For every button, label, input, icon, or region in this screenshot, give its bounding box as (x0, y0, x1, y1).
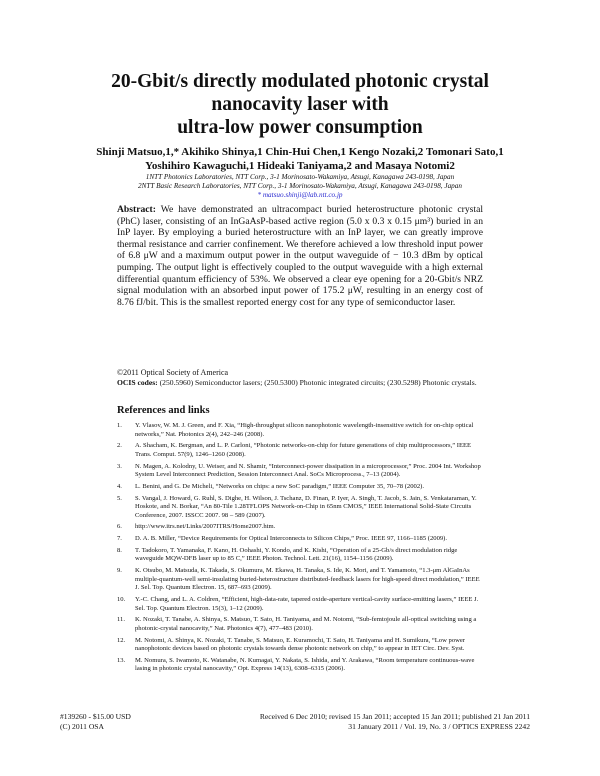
reference-text: N. Magen, A. Kolodny, U. Weiser, and N. Shamir, “Interconnect-power dissipation in a microprocessor,” Proc. 2004 Int. Workshop System Level Interconnect Prediction, Session Interconnect Anal. SoCs Microprocess., 7–13 (2004). (135, 462, 481, 479)
author-line: Yoshihiro Kawaguchi,1 Hideaki Taniyama,2 and Masaya Notomi2 (145, 160, 455, 172)
reference-number: 2. (117, 442, 122, 450)
reference-number: 7. (117, 535, 122, 543)
reference-item (117, 422, 483, 439)
references-list (117, 422, 483, 677)
reference-text[interactable]: http://www.itrs.net/Links/2007ITRS/Home2007.htm. (135, 523, 276, 531)
reference-text: M. Notomi, A. Shinya, K. Nozaki, T. Tanabe, S. Matsuo, E. Kuramochi, T. Sato, H. Taniyama and H. Sumikura, “Low power nanophotonic devices based on photonic crystals towards dense photonic network on chip,” to appear in IET Circ. Dev. Syst. (135, 636, 465, 653)
reference-item (117, 547, 483, 564)
page-footer (60, 712, 530, 732)
reference-number: 5. (117, 494, 122, 502)
paper-title (60, 70, 540, 139)
title-line: nanocavity laser with (211, 94, 389, 115)
copyright-notice: ©2011 Optical Society of America (117, 368, 229, 377)
reference-number: 6. (117, 523, 122, 531)
reference-text: Y. Vlasov, W. M. J. Green, and F. Xia, “High-throughput silicon nanophotonic wavelength-insensitive switch for on-chip optical networks,” Nat. Photonics 2(4), 242–246 (2008). (135, 422, 474, 438)
reference-number: 9. (117, 567, 122, 575)
reference-item (117, 442, 483, 459)
title-line: 20-Gbit/s directly modulated photonic crystal (111, 71, 489, 92)
copyright-osa: (C) 2011 OSA (60, 722, 105, 731)
reference-item (117, 616, 483, 633)
reference-text: L. Benini, and G. De Micheli, “Networks on chips: a new SoC paradigm,” IEEE Computer 35, 70–78 (2002). (135, 482, 424, 490)
reference-item (117, 637, 483, 654)
article-price: #139260 - $15.00 USD (60, 712, 131, 721)
reference-text: K. Otsubo, M. Matsuda, K. Takada, S. Okumura, M. Ekawa, H. Tanaka, S. Ide, K. Mori, and T. Yamamoto, “1.3-μm AlGaInAs multiple-quantum-well semi-insulating buried-heterostructure distributed-feedback lasers for high-speed direct modulation,” IEEE J. Sel. Top. Quantum Electron. 15, 687–693 (2009). (135, 567, 480, 592)
affiliation-2: 2NTT Basic Research Laboratories, NTT Corp., 3-1 Morinosato-Wakamiya, Atsugi, Kanagawa 243-0198, Japan (138, 182, 462, 190)
abstract-label: Abstract: (117, 204, 156, 215)
affiliations (80, 173, 520, 200)
reference-item (117, 495, 483, 521)
reference-item (117, 535, 483, 544)
reference-number: 13. (117, 656, 126, 664)
reference-text: Y.-C. Chang, and L. A. Coldren, “Efficient, high-data-rate, tapered oxide-aperture vertical-cavity surface-emitting lasers,” IEEE J. Sel. Top. Quantum Electron. 15(3), 1–12 (2009). (135, 595, 479, 612)
ocis-codes (117, 378, 483, 388)
reference-text: A. Shacham, K. Bergman, and L. P. Carloni, “Photonic networks-on-chip for future generations of chip multiprocessors,” IEEE Trans. Comput. 57(9), 1246–1260 (2008). (135, 442, 472, 458)
publication-history: Received 6 Dec 2010; revised 15 Jan 2011; accepted 15 Jan 2011; published 21 Jan 2011 (259, 712, 530, 721)
journal-citation: 31 January 2011 / Vol. 19, No. 3 / OPTICS EXPRESS 2242 (348, 722, 530, 731)
reference-number: 3. (117, 462, 122, 470)
affiliation-1: 1NTT Photonics Laboratories, NTT Corp., 3-1 Morinosato-Wakamiya, Atsugi, Kanagawa 243-0198, Japan (145, 173, 455, 181)
abstract (117, 204, 483, 308)
references-heading: References and links (117, 405, 210, 416)
reference-number: 12. (117, 636, 126, 644)
reference-item (117, 463, 483, 480)
reference-text: M. Nomura, S. Iwamoto, K. Watanabe, N. Kumagai, Y. Nakata, S. Ishida, and Y. Arakawa, “Room temperature continuous-wave lasing in photonic crystal nanocavity,” Opt. Express 14(13), 6308–6315 (2006). (135, 656, 475, 673)
author-list (70, 145, 530, 173)
reference-number: 1. (117, 422, 122, 429)
reference-text: K. Nozaki, T. Tanabe, A. Shinya, S. Matsuo, T. Sato, H. Taniyama, and M. Notomi, “Sub-femtojoule all-optical switching using a photonic-crystal nanocavity,” Nat. Photonics 4(7), 477–483 (2010). (135, 616, 477, 632)
reference-item (117, 657, 483, 674)
reference-number: 4. (117, 482, 122, 490)
reference-text: D. A. B. Miller, “Device Requirements for Optical Interconnects to Silicon Chips,” Proc. IEEE 97, 1166–1185 (2009). (135, 535, 448, 543)
reference-item (117, 523, 483, 532)
ocis-text: (250.5960) Semiconductor lasers; (250.5300) Photonic integrated circuits; (230.5298) Photonic crystals. (157, 378, 477, 387)
ocis-label: OCIS codes: (117, 378, 158, 387)
reference-number: 11. (117, 616, 125, 624)
reference-number: 10. (117, 595, 126, 603)
reference-text: T. Tadokoro, T. Yamanaka, F. Kano, H. Oohashi, Y. Kondo, and K. Kishi, “Operation of a 25-Gb/s direct modulation ridge waveguide MQW-DFB laser up to 85 C,” IEEE Photon. Technol. Lett. 21(16), 1154–1156 (2009). (135, 546, 458, 563)
reference-text: S. Vangal, J. Howard, G. Ruhl, S. Dighe, H. Wilson, J. Tschanz, D. Finan, P. Iyer, A. Singh, T. Jacob, S. Jain, S. Venkataraman, Y. Hoskote, and N. Borkar, “An 80-Tile 1.28TFLOPS Network-on-Chip in 65nm CMOS,” IEEE International Solid-State Circuits Conference, 2007. ISSCC 2007. 98 – 589 (2007). (135, 494, 477, 519)
reference-item (117, 596, 483, 613)
title-line: ultra-low power consumption (177, 117, 423, 138)
corresponding-email-link[interactable]: * matsuo.shinji@lab.ntt.co.jp (257, 191, 343, 199)
reference-item (117, 483, 483, 492)
author-line: Shinji Matsuo,1,* Akihiko Shinya,1 Chin-Hui Chen,1 Kengo Nozaki,2 Tomonari Sato,1 (96, 146, 504, 158)
abstract-text: We have demonstrated an ultracompact buried heterostructure photonic crystal (PhC) laser, consisting of an InGaAsP-based active region (5.0 x 0.3 x 0.15 μm³) buried in an InP layer. By employing a buried heterostructure with an InP layer, we can greatly improve thermal resistance and carrier confinement. We therefore achieved a low threshold input power of 6.8 μW and a maximum output power in the output waveguide of − 10.3 dBm by optical pumping. The output light is effectively coupled to the output waveguide with a high external differential quantum efficiency of 53%. We observed a clear eye opening for a 20-Gbit/s NRZ signal modulation with an absorbed input power of 175.2 μW, resulting in an energy cost of 8.76 fJ/bit. This is the smallest reported energy cost for any type of semiconductor laser. (117, 204, 483, 308)
reference-item (117, 567, 483, 593)
reference-number: 8. (117, 546, 122, 554)
